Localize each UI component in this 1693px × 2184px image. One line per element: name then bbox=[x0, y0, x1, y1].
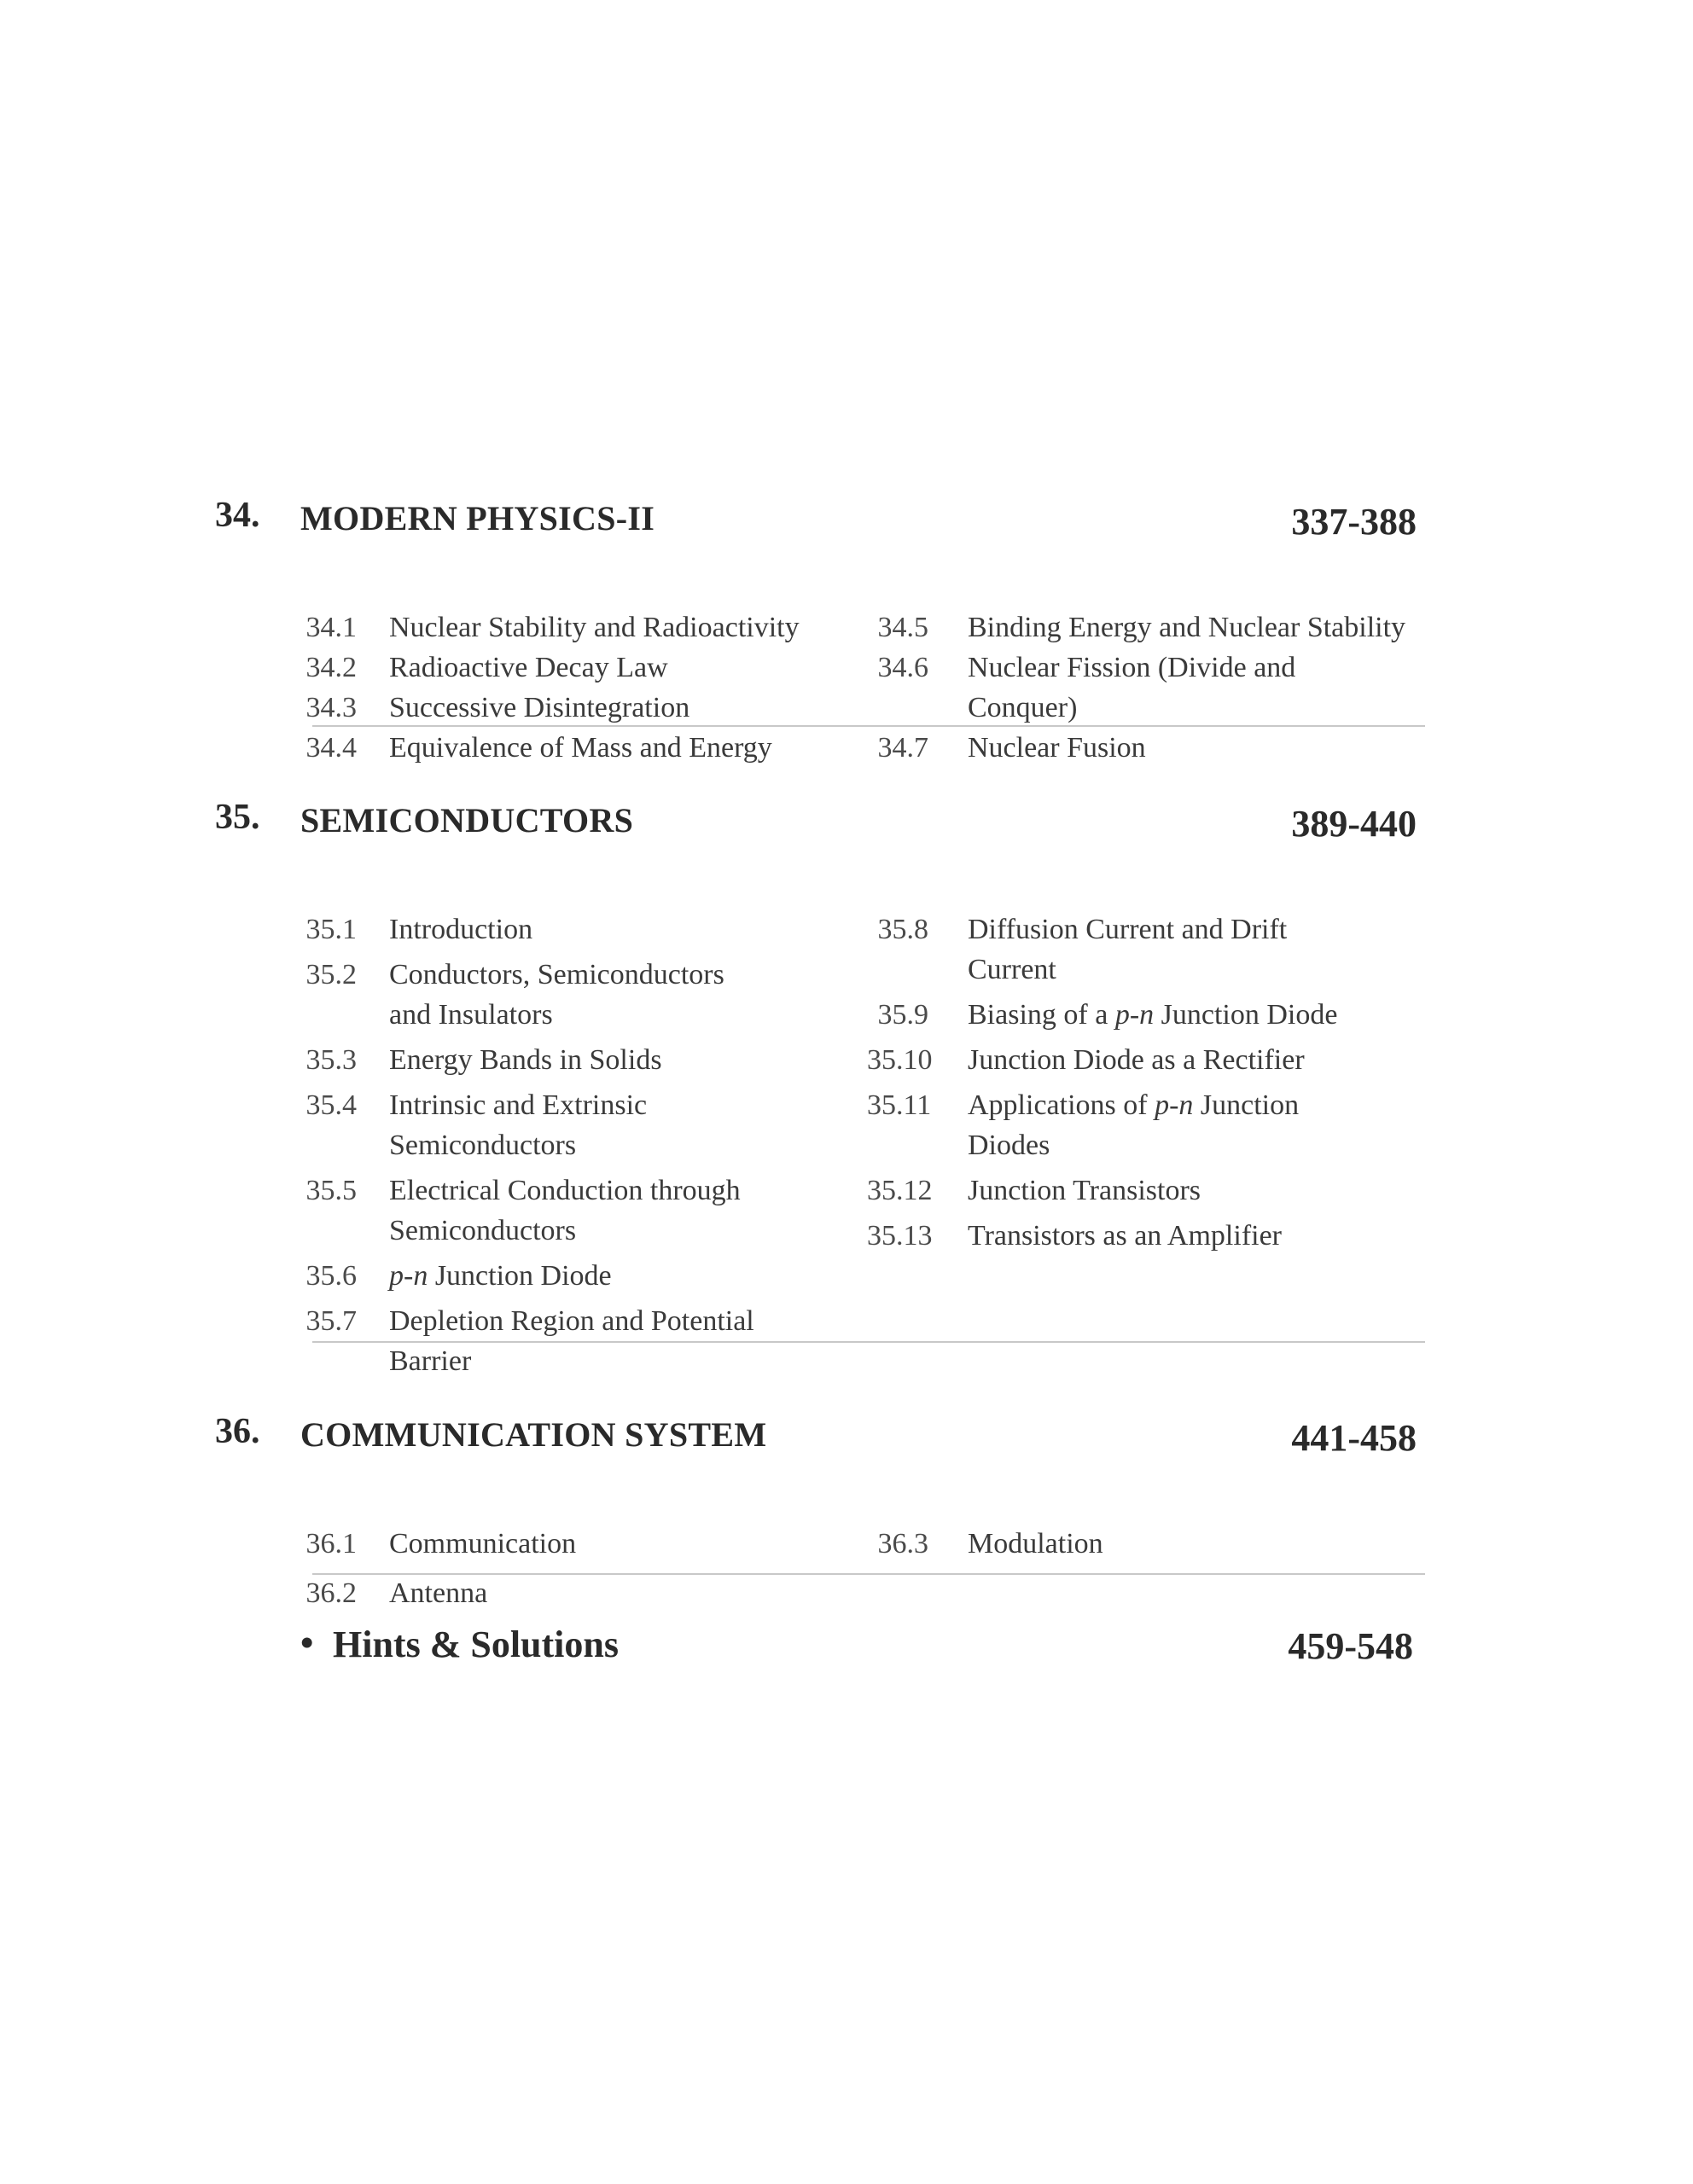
section-number: 35.13 bbox=[867, 1220, 933, 1252]
section-entry[interactable] bbox=[300, 1040, 846, 1085]
section-title: Intrinsic and Extrinsic Semiconductors bbox=[389, 1089, 648, 1161]
chapter-34 bbox=[0, 495, 1693, 764]
section-entry[interactable] bbox=[300, 648, 846, 688]
section-entry[interactable] bbox=[300, 1256, 846, 1301]
hints-page-range: 459-548 bbox=[1288, 1625, 1413, 1667]
section-entry[interactable] bbox=[300, 1524, 846, 1573]
section-title: Introduction bbox=[389, 914, 533, 945]
section-entry[interactable] bbox=[867, 909, 1430, 995]
section-number: 35.12 bbox=[867, 1175, 933, 1206]
italic-term: p-n bbox=[389, 1260, 428, 1292]
section-title: Electrical Conduction through Semiconductors bbox=[389, 1175, 741, 1246]
section-number: 35.8 bbox=[877, 914, 928, 945]
section-column-right bbox=[867, 1524, 1430, 1573]
hints-solutions-row[interactable] bbox=[0, 1621, 1693, 1681]
section-divider bbox=[312, 1573, 1425, 1575]
section-number: 35.6 bbox=[305, 1260, 357, 1292]
chapter-page-range: 337-388 bbox=[1291, 501, 1417, 543]
section-entry[interactable] bbox=[867, 1170, 1430, 1216]
section-entry[interactable] bbox=[300, 1170, 846, 1256]
section-title: Binding Energy and Nuclear Stability bbox=[968, 612, 1406, 643]
section-title: Biasing of a p-n Junction Diode bbox=[968, 999, 1338, 1031]
chapter-page-range: 441-458 bbox=[1291, 1417, 1417, 1459]
section-number: 35.9 bbox=[877, 999, 928, 1031]
section-column-left bbox=[300, 909, 846, 1386]
bullet-icon: • bbox=[300, 1622, 314, 1664]
section-title: p-n Junction Diode bbox=[389, 1260, 612, 1292]
section-number: 34.7 bbox=[877, 732, 928, 764]
section-entry[interactable] bbox=[300, 688, 846, 728]
section-entry[interactable] bbox=[867, 1040, 1430, 1085]
section-title: Applications of p-n Junction Diodes bbox=[968, 1089, 1300, 1161]
section-number: 36.1 bbox=[305, 1528, 357, 1560]
section-entry[interactable] bbox=[300, 1573, 846, 1623]
section-number: 35.2 bbox=[305, 959, 357, 990]
chapter-title[interactable]: MODERN PHYSICS-II bbox=[300, 499, 655, 537]
section-column-left bbox=[300, 607, 846, 768]
section-number: 35.3 bbox=[305, 1044, 357, 1076]
section-number: 34.5 bbox=[877, 612, 928, 643]
section-entry[interactable] bbox=[300, 1301, 846, 1386]
chapter-header bbox=[0, 495, 1693, 555]
chapter-number: 34. bbox=[215, 496, 260, 535]
section-title: Modulation bbox=[968, 1528, 1103, 1560]
hints-title: Hints & Solutions bbox=[333, 1623, 619, 1665]
section-number: 34.3 bbox=[305, 692, 357, 723]
section-entry[interactable] bbox=[300, 728, 846, 768]
section-column-right bbox=[867, 909, 1430, 1261]
section-column-right bbox=[867, 607, 1430, 768]
section-number: 35.7 bbox=[305, 1305, 357, 1337]
section-title: Nuclear Fission (Divide and Conquer) bbox=[968, 652, 1296, 723]
section-entry[interactable] bbox=[867, 995, 1430, 1040]
chapter-page-range: 389-440 bbox=[1291, 803, 1417, 845]
section-title: Communication bbox=[389, 1528, 577, 1560]
section-title: Successive Disintegration bbox=[389, 692, 690, 723]
chapter-header bbox=[0, 1411, 1693, 1471]
section-entry[interactable] bbox=[300, 955, 846, 1040]
section-number: 36.3 bbox=[877, 1528, 928, 1560]
section-title: Depletion Region and Potential Barrier bbox=[389, 1305, 754, 1377]
section-title: Nuclear Stability and Radioactivity bbox=[389, 612, 800, 643]
section-number: 35.10 bbox=[867, 1044, 933, 1076]
section-divider bbox=[312, 1341, 1425, 1343]
section-number: 35.4 bbox=[305, 1089, 357, 1121]
section-number: 34.6 bbox=[877, 652, 928, 683]
section-title: Conductors, Semiconductors and Insulators bbox=[389, 959, 724, 1031]
chapter-number: 36. bbox=[215, 1412, 260, 1451]
chapter-title[interactable]: COMMUNICATION SYSTEM bbox=[300, 1415, 767, 1454]
section-title: Transistors as an Amplifier bbox=[968, 1220, 1283, 1252]
section-number: 34.4 bbox=[305, 732, 357, 764]
italic-term: p-n bbox=[1114, 999, 1155, 1031]
section-entry[interactable] bbox=[867, 1216, 1430, 1261]
section-title: Nuclear Fusion bbox=[968, 732, 1146, 764]
chapter-number: 35. bbox=[215, 798, 260, 837]
section-entry[interactable] bbox=[867, 1085, 1430, 1170]
section-title: Antenna bbox=[389, 1577, 488, 1609]
section-entry[interactable] bbox=[300, 607, 846, 648]
section-number: 35.11 bbox=[867, 1089, 932, 1121]
section-number: 35.5 bbox=[305, 1175, 357, 1206]
section-title: Equivalence of Mass and Energy bbox=[389, 732, 772, 764]
chapter-header bbox=[0, 797, 1693, 857]
section-entry[interactable] bbox=[867, 1524, 1430, 1573]
section-entry[interactable] bbox=[300, 1085, 846, 1170]
section-title: Junction Diode as a Rectifier bbox=[968, 1044, 1305, 1076]
section-title: Junction Transistors bbox=[968, 1175, 1201, 1206]
section-title: Diffusion Current and Drift Current bbox=[968, 914, 1288, 985]
chapter-35 bbox=[0, 797, 1693, 1377]
section-number: 36.2 bbox=[305, 1577, 357, 1609]
italic-term: p-n bbox=[1155, 1089, 1194, 1121]
section-number: 35.1 bbox=[305, 914, 357, 945]
section-entry[interactable] bbox=[867, 607, 1430, 648]
section-entry[interactable] bbox=[300, 909, 846, 955]
section-title: Radioactive Decay Law bbox=[389, 652, 668, 683]
section-number: 34.1 bbox=[305, 612, 357, 643]
section-entry[interactable] bbox=[867, 728, 1430, 768]
section-title: Energy Bands in Solids bbox=[389, 1044, 662, 1076]
section-divider bbox=[312, 725, 1425, 727]
chapter-title[interactable]: SEMICONDUCTORS bbox=[300, 801, 634, 839]
section-entry[interactable] bbox=[867, 648, 1430, 728]
chapter-36 bbox=[0, 1411, 1693, 1609]
section-number: 34.2 bbox=[305, 652, 357, 683]
